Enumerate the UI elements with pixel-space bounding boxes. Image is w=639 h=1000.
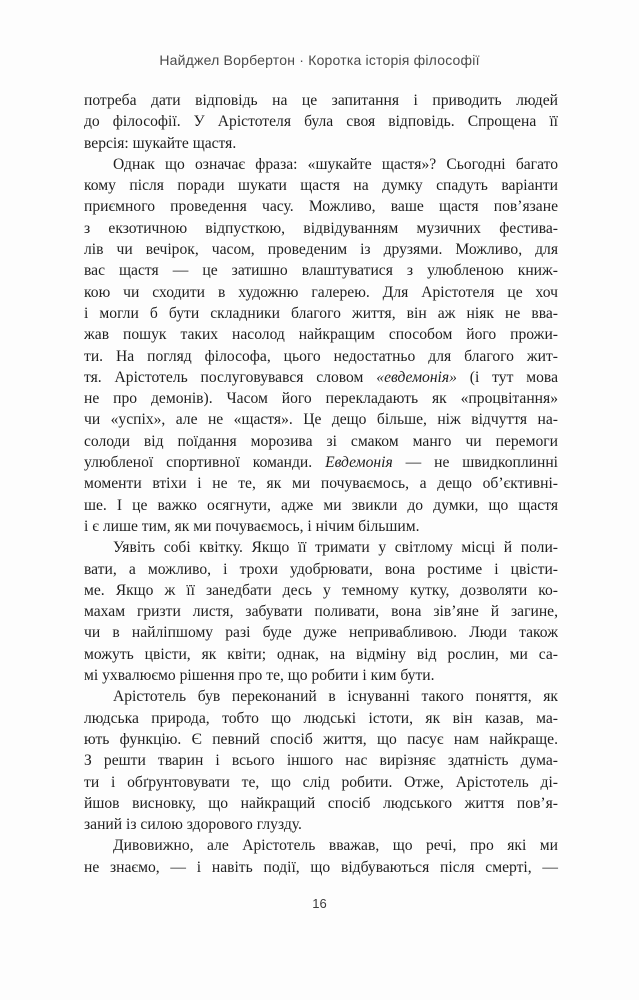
text-line: з екзотичною відпусткою, відвідуванням музичних фестива- xyxy=(84,219,558,237)
paragraph xyxy=(84,90,558,154)
text-line: ти і обґрунтовувати те, що слід робити. Отже, Арістотель ді- xyxy=(84,773,558,791)
text-line: вас щастя — це затишно влаштуватися з улюбленою книж- xyxy=(84,262,558,280)
text-line: і є лише тим, як ми почуваємось, і нічим більшим. xyxy=(84,517,420,535)
text-line: ють функцію. Є певний спосіб життя, що пасує нам найкраще. xyxy=(84,730,558,748)
text-line: улюбленої спортивної команди. Евдемонія — не швидкоплинні xyxy=(84,454,558,472)
text-line: ме. Якщо ж її занедбати десь у темному кутку, дозволяти ко- xyxy=(84,581,558,599)
text-line: ти. На погляд філософа, цього недостатньо для благого жит- xyxy=(84,347,558,365)
text-line: вати, а можливо, і трохи удобрювати, вона ростиме і цвісти- xyxy=(84,560,558,578)
text-line: чи «успіх», але не «щастя». Це дещо більше, ніж відчуття на- xyxy=(84,411,558,429)
text-line: тя. Арістотель послуговувався словом «евдемонія» (і тут мова xyxy=(84,368,558,386)
paragraph xyxy=(84,537,558,686)
text-line: до філософії. У Арістотеля була своя відповідь. Спрощена її xyxy=(84,113,558,131)
page-number: 16 xyxy=(312,896,327,911)
text-line: людська природа, тобто що людські істоти, як він казав, ма- xyxy=(84,709,558,727)
text-line: не про демонів). Часом його перекладають як «процвітання» xyxy=(84,390,558,408)
paragraph xyxy=(84,835,558,878)
text-line: Уявіть собі квітку. Якщо її тримати у світлому місці й поли- xyxy=(113,539,558,557)
text-line: махам гризти листя, забувати поливати, вона зів’яне й загине, xyxy=(84,603,558,621)
text-line: моменти втіхи і не те, як ми почуваємось, а дещо об’єктивні- xyxy=(84,475,558,493)
paragraph xyxy=(84,686,558,835)
text-line: йшов висновку, що найкращий спосіб людського життя пов’я- xyxy=(84,794,558,812)
paragraph xyxy=(84,154,558,537)
text-line: солоди від поїдання морозива зі смаком манго чи перемоги xyxy=(84,432,558,450)
text-line: ше. І це важко осягнути, адже ми звикли до думки, що щастя xyxy=(84,496,558,514)
text-line: можуть цвісти, як квіти; однак, на відміну від рослин, ми са- xyxy=(84,645,558,663)
italic-term: «евдемонія» xyxy=(376,368,457,386)
text-line: Однак що означає фраза: «шукайте щастя»? Сьогодні багато xyxy=(113,155,558,173)
italic-term: Евдемонія xyxy=(325,454,393,472)
text-block xyxy=(84,90,558,878)
text-line: кою чи сходити в художню галерею. Для Арістотеля це хоч xyxy=(84,283,558,301)
text-line: приємного проведення часу. Можливо, ваше щастя пов’язане xyxy=(84,198,558,216)
text-line: і могли б бути складники благого життя, він аж ніяк не вва- xyxy=(84,304,558,322)
text-line: заний із силою здорового глузду. xyxy=(84,816,302,834)
text-line: Арістотель був переконаний в існуванні такого поняття, як xyxy=(113,688,558,706)
text-line: не знаємо, — і навіть події, що відбуваються після смерті, — xyxy=(84,858,558,876)
text-line: З решти тварин і всього іншого нас вирізняє здатність дума- xyxy=(84,752,558,770)
text-line: потреба дати відповідь на це запитання і приводить людей xyxy=(84,92,558,109)
running-header: Найджел Ворбертон · Коротка історія філософії xyxy=(159,52,480,68)
text-line: Дивовижно, але Арістотель вважав, що речі, про які ми xyxy=(113,837,558,855)
text-line: мі ухвалюємо рішення про те, що робити і ким бути. xyxy=(84,667,435,685)
text-line: кому після поради шукати щастя на думку спадуть варіанти xyxy=(84,177,558,195)
text-line: чи в найліпшому разі буде дуже непривабливою. Люди також xyxy=(84,624,558,642)
text-line: лів чи вечірок, часом, проведеним із друзями. Можливо, для xyxy=(84,241,558,259)
text-line: версія: шукайте щастя. xyxy=(84,134,237,152)
text-line: жав пошук таких насолод найкращим способом його прожи- xyxy=(84,326,558,344)
